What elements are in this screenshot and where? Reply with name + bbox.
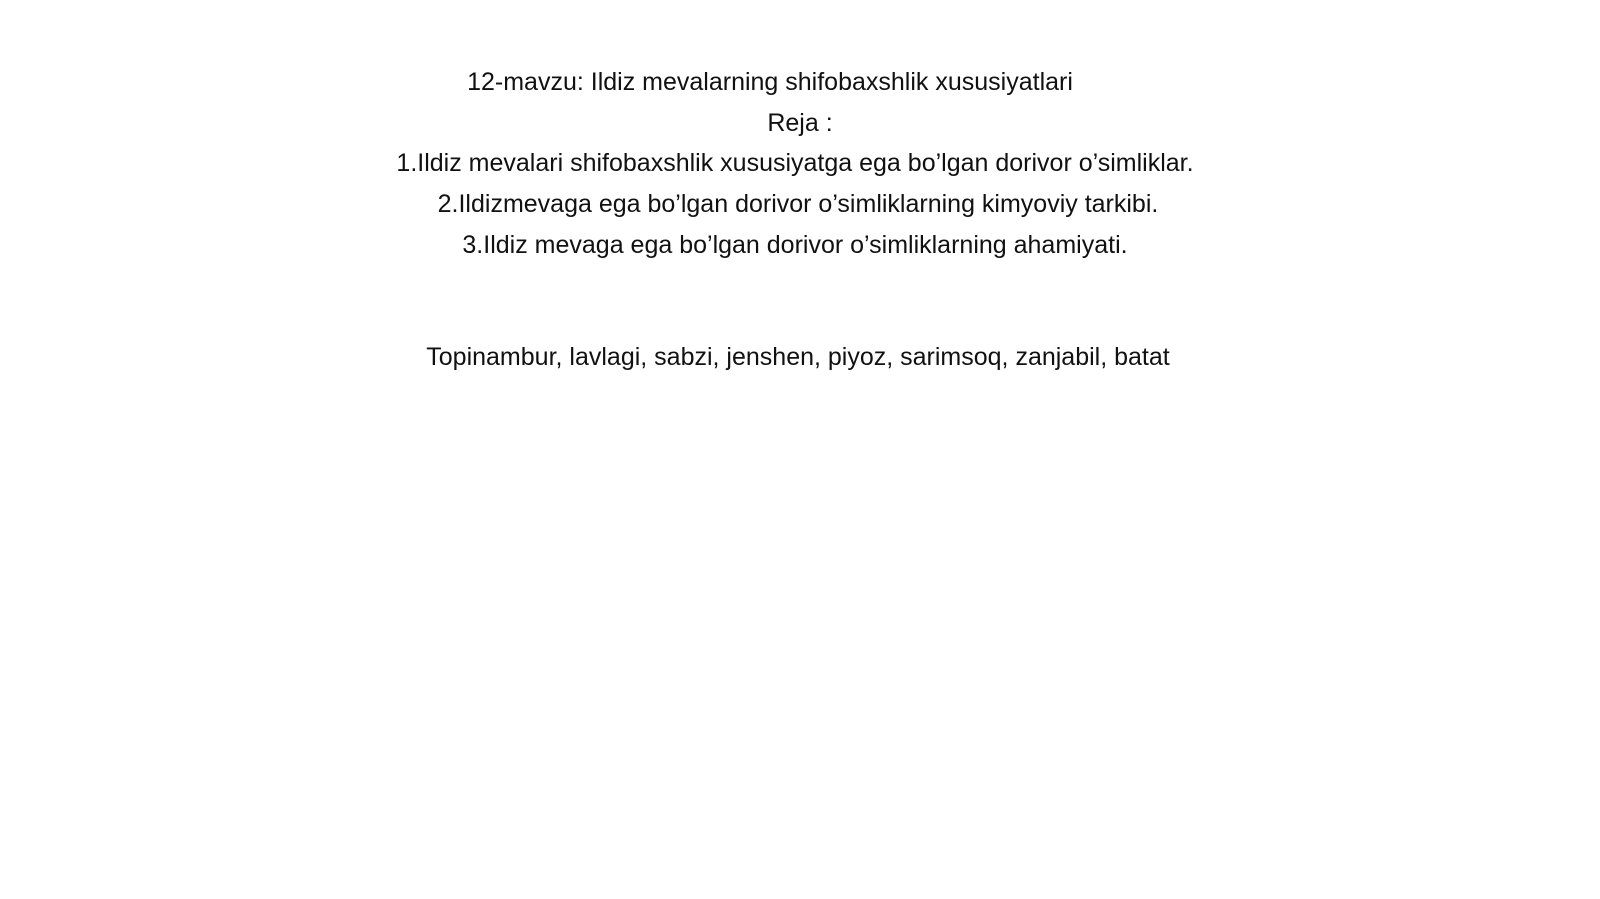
plants-list: Topinambur, lavlagi, sabzi, jenshen, piyoz, sarimsoq, zanjabil, batat	[426, 343, 1170, 371]
plan-item-1: 1.Ildiz mevalari shifobaxshlik xususiyatga ega bo’lgan dorivor o’simliklar.	[396, 149, 1194, 177]
plan-item-2: 2.Ildizmevaga ega bo’lgan dorivor o’simliklarning kimyoviy tarkibi.	[437, 190, 1159, 218]
plan-heading: Reja :	[767, 109, 833, 137]
slide-title: 12-mavzu: Ildiz mevalarning shifobaxshlik xususiyatlari	[467, 68, 1073, 96]
plan-item-3: 3.Ildiz mevaga ega bo’lgan dorivor o’simliklarning ahamiyati.	[462, 231, 1128, 259]
